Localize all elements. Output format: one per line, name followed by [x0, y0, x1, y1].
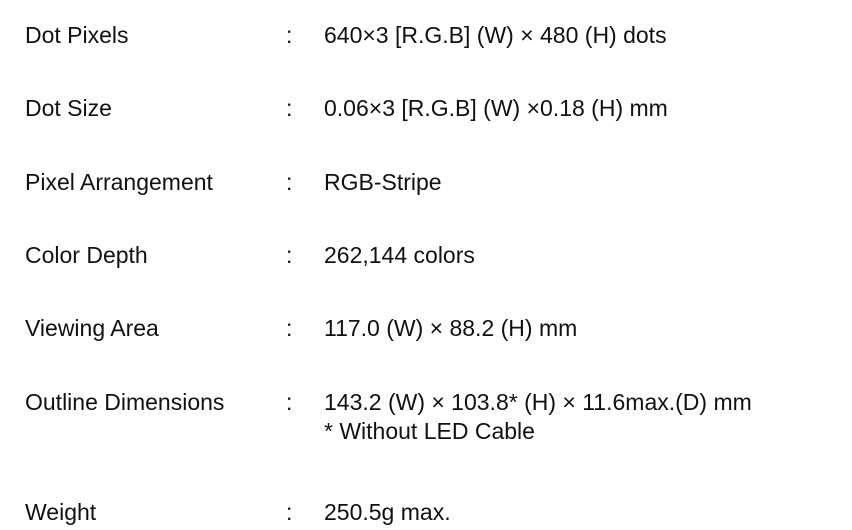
spec-value: RGB-Stripe: [324, 169, 442, 195]
spec-separator: :: [286, 315, 293, 341]
spec-separator: :: [286, 389, 293, 415]
spec-row-dot-pixels: [0, 18, 852, 52]
spec-value: 117.0 (W) × 88.2 (H) mm: [324, 315, 578, 341]
spec-row-dot-size: [0, 91, 852, 125]
spec-label: Color Depth: [25, 242, 148, 268]
spec-value: 250.5g max.: [324, 499, 451, 525]
spec-label: Pixel Arrangement: [25, 169, 213, 195]
spec-label: Viewing Area: [25, 315, 159, 341]
spec-value: 0.06×3 [R.G.B] (W) ×0.18 (H) mm: [324, 95, 668, 121]
spec-separator: :: [286, 169, 293, 195]
spec-separator: :: [286, 242, 293, 268]
spec-value: 143.2 (W) × 103.8* (H) × 11.6max.(D) mm: [324, 389, 752, 415]
spec-footnote: * Without LED Cable: [324, 418, 535, 444]
spec-label: Outline Dimensions: [25, 389, 225, 415]
spec-row-outline-dimensions: [0, 385, 852, 444]
spec-label: Weight: [25, 499, 97, 525]
spec-row-pixel-arrangement: [0, 165, 852, 199]
spec-label: Dot Pixels: [25, 22, 129, 48]
spec-row-weight: [0, 495, 852, 529]
spec-value: 640×3 [R.G.B] (W) × 480 (H) dots: [324, 22, 667, 48]
spec-label: Dot Size: [25, 95, 112, 121]
spec-separator: :: [286, 499, 293, 525]
spec-row-color-depth: [0, 238, 852, 272]
spec-separator: :: [286, 22, 293, 48]
spec-separator: :: [286, 95, 293, 121]
spec-row-viewing-area: [0, 311, 852, 345]
spec-value: 262,144 colors: [324, 242, 475, 268]
